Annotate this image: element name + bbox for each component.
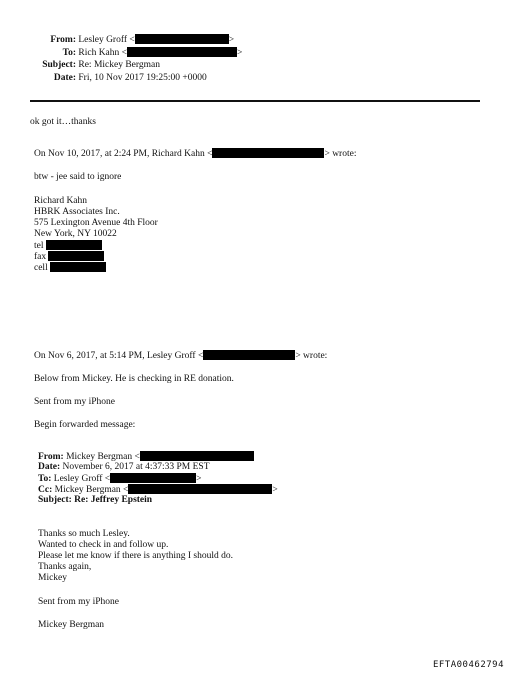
msg-sent-from: Sent from my iPhone: [38, 597, 120, 607]
fwd-cc-value: Mickey Bergman <: [54, 485, 129, 495]
header-date-value: Fri, 10 Nov 2017 19:25:00 +0000: [78, 73, 207, 83]
quote1-intro: On Nov 10, 2017, at 2:24 PM, Richard Kahn <: [34, 149, 213, 159]
fwd-subject-value: Re: Jeffrey Epstein: [74, 495, 153, 505]
header-subject-row: [0, 60, 160, 71]
redaction-bar: [110, 473, 196, 483]
signature-address1: 575 Lexington Avenue 4th Floor: [34, 218, 158, 228]
msg-line-4: Thanks again,: [38, 562, 92, 572]
fwd-from-label: From:: [38, 452, 64, 462]
redaction-bar: [140, 451, 254, 461]
fwd-cc-label: Cc:: [38, 485, 53, 495]
msg-line-3: Please let me know if there is anything I should do.: [38, 551, 233, 561]
quote1-text: btw - jee said to ignore: [34, 172, 122, 182]
fwd-date-row: [38, 462, 210, 473]
signature-cell-label: cell: [34, 263, 48, 273]
redaction-bar: [48, 251, 104, 261]
quote2-forwarded-label: Begin forwarded message:: [34, 420, 136, 430]
header-from-label: From:: [50, 35, 76, 45]
fwd-date-label: Date:: [38, 462, 61, 472]
msg-line-2: Wanted to check in and follow up.: [38, 540, 169, 550]
fwd-to-label: To:: [38, 474, 52, 484]
fwd-from-value: Mickey Bergman <: [66, 452, 140, 462]
document-id: EFTA00462794: [432, 660, 504, 670]
header-date-label: Date:: [53, 73, 76, 83]
header-to-label: To:: [62, 48, 76, 58]
fwd-subject-label: Subject:: [38, 495, 72, 505]
header-to-row: [0, 47, 242, 59]
quote2-intro-row: [34, 350, 327, 362]
header-from-value: Lesley Groff <: [78, 35, 135, 45]
close-bracket: >: [228, 35, 235, 45]
signature-address2: New York, NY 10022: [34, 229, 117, 239]
fwd-to-value: Lesley Groff <: [53, 474, 111, 484]
quote1-wrote: > wrote:: [324, 149, 357, 159]
signature-cell-row: [34, 262, 106, 274]
msg-line-5: Mickey: [38, 573, 68, 583]
redaction-bar: [212, 148, 324, 158]
redaction-bar: [50, 262, 106, 272]
signature-name: Richard Kahn: [34, 196, 88, 206]
signature-tel-label: tel: [34, 241, 44, 251]
header-date-row: [0, 73, 207, 84]
fwd-date-value: November 6, 2017 at 4:37:33 PM EST: [62, 462, 210, 472]
quote2-intro: On Nov 6, 2017, at 5:14 PM, Lesley Groff <: [34, 351, 204, 361]
close-bracket: >: [237, 48, 243, 58]
header-divider: [30, 100, 480, 102]
header-from-row: [0, 34, 234, 46]
redaction-bar: [203, 350, 295, 360]
msg-signature: Mickey Bergman: [38, 620, 105, 630]
signature-company: HBRK Associates Inc.: [34, 207, 120, 217]
redaction-bar: [128, 484, 272, 494]
quote2-sent-from: Sent from my iPhone: [34, 397, 116, 407]
quote2-text: Below from Mickey. He is checking in RE donation.: [34, 374, 234, 384]
close-bracket: >: [196, 474, 202, 484]
header-to-value: Rich Kahn <: [78, 48, 128, 58]
reply-text: ok got it…thanks: [30, 117, 96, 127]
fwd-subject-row: [38, 495, 152, 506]
close-bracket: >: [272, 485, 278, 495]
redaction-bar: [46, 240, 102, 250]
header-subject-label: Subject:: [42, 60, 76, 70]
header-subject-value: Re: Mickey Bergman: [78, 60, 160, 70]
quote2-wrote: > wrote:: [295, 351, 328, 361]
redaction-bar: [135, 34, 229, 44]
msg-line-1: Thanks so much Lesley.: [38, 529, 130, 539]
quote1-intro-row: [34, 148, 356, 160]
redaction-bar: [127, 47, 237, 57]
signature-fax-label: fax: [34, 252, 47, 262]
